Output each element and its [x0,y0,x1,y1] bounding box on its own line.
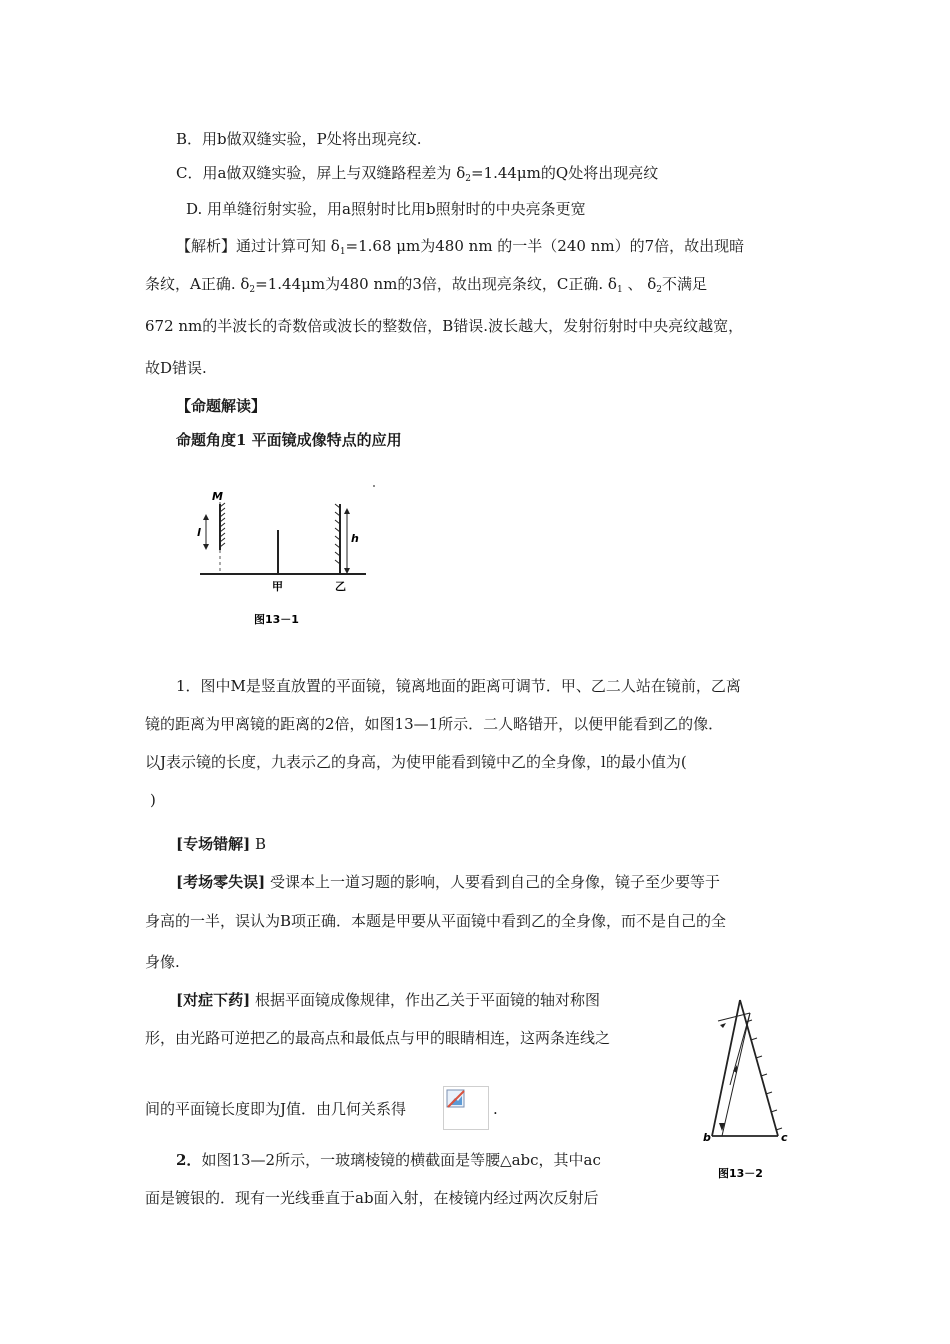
option-c [176,163,658,189]
error-solution-text: B [250,835,266,853]
remedy-line-3: 间的平面镜长度即为J值．由几何关系得 [145,1100,407,1118]
fig2-label-c: c [781,1131,788,1144]
analysis-l2-b: =1.44μm为480 nm的3倍，故出现亮条纹，C正确. δ [255,275,617,293]
question2-number: 2． [176,1151,202,1169]
analysis-line-2 [145,274,707,300]
question2-line-1 [176,1150,601,1170]
analysis-l2-sub1: 2 [249,285,256,295]
question2-line-2: 面是镀银的．现有一光线垂直于ab面入射，在棱镜内经过两次反射后 [145,1189,599,1207]
question1-line-4: ) [150,791,156,809]
remedy-text-1: 根据平面镜成像规律，作出乙关于平面镜的轴对称图 [250,991,600,1009]
broken-image-icon [446,1089,466,1109]
analysis-l1-prefix: 【解析】通过计算可知 δ [176,237,340,255]
question1-line-2: 镜的距离为甲离镜的距离的2倍，如图13—1所示．二人略错开，以便甲能看到乙的像． [145,715,724,733]
zero-error-text-1: 受课本上一道习题的影响，人要看到自己的全身像，镜子至少要等于 [265,873,720,891]
analysis-l2-d: 不满足 [662,275,708,293]
fig1-label-h: h [351,532,359,545]
formula-image [443,1086,489,1130]
analysis-line-1 [176,236,744,262]
question2-text-1: 如图13—2所示，一玻璃棱镜的横截面是等腰△abc，其中ac [201,1151,601,1169]
option-d: D. 用单缝衍射实验，用a照射时比用b照射时的中央亮条更宽 [186,200,586,218]
section-title: 【命题解读】 [176,397,267,415]
remedy-line-2: 形，由光路可逆把乙的最高点和最低点与甲的眼睛相连，这两条连线之 [145,1029,611,1047]
analysis-line-3: 672 nm的半波长的奇数倍或波长的整数倍，B错误.波长越大，发射衍射时中央亮纹越宽， [145,317,744,335]
remedy-line-3-end: . [493,1100,498,1118]
analysis-l2-sub2: 1 [616,285,623,295]
zero-error-line-2: 身高的一半，误认为B项正确．本题是甲要从平面镜中看到乙的全身像，而不是自己的全 [145,912,727,930]
question1-line-3: 以J表示镜的长度，九表示乙的身高，为使甲能看到镜中乙的全身像，l的最小值为( [145,753,687,771]
fig2-label-b: b [703,1131,711,1144]
zero-error-label: [考场零失误] [176,873,266,891]
analysis-l2-c: 、 δ [622,275,657,293]
remedy-label: [对症下药] [176,991,251,1009]
remedy-line-1 [176,990,600,1010]
fig1-label-jia: 甲 [272,580,283,593]
fig1-label-yi: 乙 [335,580,346,593]
fig1-caption: 图13－1 [254,613,299,626]
option-c-prefix: C．用a做双缝实验，屏上与双缝路程差为 δ [176,164,466,182]
fig1-label-l: l [197,526,201,539]
option-c-suffix: =1.44μm的Q处将出现亮纹 [470,164,659,182]
zero-error-line-1 [176,872,720,892]
analysis-l1-suffix: =1.68 μm为480 nm 的一半（240 nm）的7倍，故出现暗 [345,237,745,255]
option-c-sub: 2 [465,174,471,184]
error-solution [176,834,266,854]
zero-error-line-3: 身像. [145,953,180,971]
figure-13-1 [190,480,385,640]
fig2-caption: 图13－2 [718,1167,763,1180]
figure-13-2 [690,995,810,1190]
option-b: B．用b做双缝实验，P处将出现亮纹. [176,130,422,148]
analysis-line-4: 故D错误. [145,359,207,377]
question1-line-1: 1．图中M是竖直放置的平面镜，镜离地面的距离可调节．甲、乙二人站在镜前，乙离 [176,677,741,695]
analysis-l2-sub3: 2 [656,285,662,295]
fig1-label-m: M [212,490,223,503]
angle-title: 命题角度1 平面镜成像特点的应用 [176,431,402,449]
analysis-l1-sub: 1 [339,247,346,257]
analysis-l2-a: 条纹，A正确. δ [145,275,250,293]
error-solution-label: [专场错解] [176,835,251,853]
